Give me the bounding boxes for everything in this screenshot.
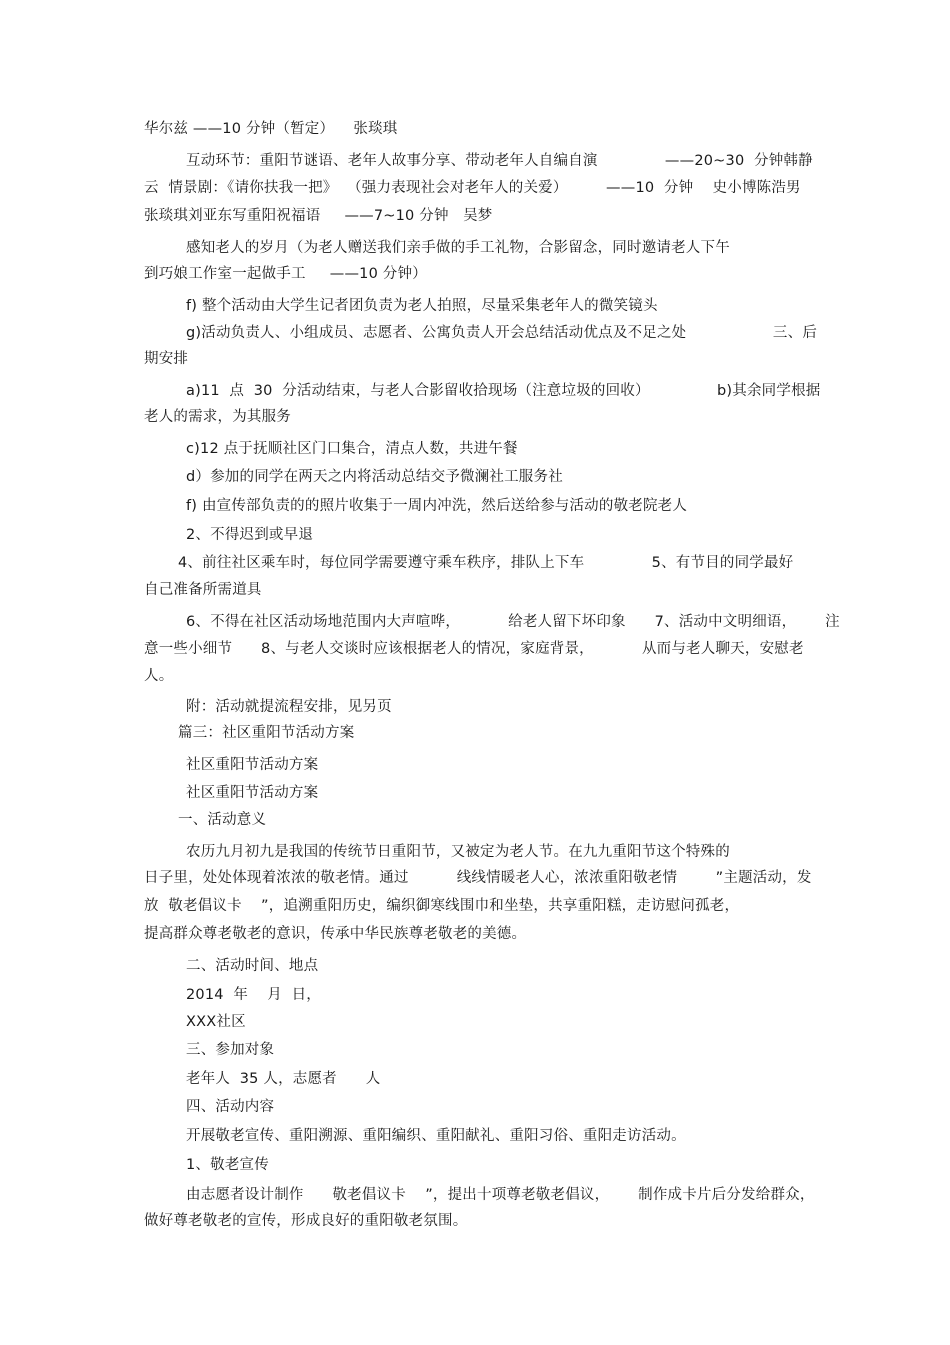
section-heading: 三、参加对象 [186,1042,275,1058]
text-line: 张琰琪刘亚东写重阳祝福语 ——7~10 分钟 吴梦 [144,208,493,224]
text-line: 4、前往社区乘车时，每位同学需要遵守乘车秩序，排队上下车 5、有节目的同学最好 [178,555,794,571]
text-line: 6、不得在社区活动场地范围内大声喧哗， 给老人留下坏印象 7、活动中文明细语， 注 [186,614,840,630]
text-line: 农历九月初九是我国的传统节日重阳节，又被定为老人节。在九九重阳节这个特殊的 [186,844,730,860]
text-line: 感知老人的岁月（为老人赠送我们亲手做的手工礼物，合影留念，同时邀请老人下午 [186,240,730,256]
text-line: 互动环节：重阳节谜语、老年人故事分享、带动老年人自编自演 ——20~30 分钟韩静 [186,153,813,169]
text-line: 自己准备所需道具 [144,582,262,598]
text-line: 云 情景剧：《请你扶我一把》 （强力表现社会对老年人的关爱） ——10 分钟 史小博陈浩男 [144,180,801,196]
text-line: 由志愿者设计制作 敬老倡议卡 ”，提出十项尊老敬老倡议， 制作成卡片后分发给群众， [186,1187,815,1203]
text-line: 社区重阳节活动方案 [186,757,319,773]
text-line: f) 由宣传部负责的的照片收集于一周内冲洗，然后送给参与活动的敬老院老人 [186,498,688,514]
text-line: a)11 点 30 分活动结束，与老人合影留收拾现场（注意垃圾的回收） b)其余同学根据 [186,383,821,399]
text-line: 放 敬老倡议卡 ”，追溯重阳历史，编织御寒线围巾和坐垫，共享重阳糕，走访慰问孤老， [144,898,740,914]
text-line: 社区重阳节活动方案 [186,785,319,801]
text-line: 意一些小细节 8、与老人交谈时应该根据老人的情况，家庭背景， 从而与老人聊天，安慰老 [144,641,804,657]
text-line: 提高群众尊老敬老的意识，传承中华民族尊老敬老的美德。 [144,926,527,942]
section-heading: 1、敬老宣传 [186,1157,269,1173]
section-heading: 四、活动内容 [186,1099,275,1115]
text-line: 老人的需求，为其服务 [144,409,291,425]
text-line: 老年人 35 人，志愿者 人 [186,1071,381,1087]
text-line: 附：活动就提流程安排，见另页 [186,699,392,715]
text-line: 做好尊老敬老的宣传，形成良好的重阳敬老氛围。 [144,1213,468,1229]
text-line: 2014 年 月 日， [186,987,321,1003]
text-line: 到巧娘工作室一起做手工 ——10 分钟） [144,266,427,282]
text-line: f) 整个活动由大学生记者团负责为老人拍照，尽量采集老年人的微笑镜头 [186,298,658,314]
text-line: XXX社区 [186,1014,246,1030]
text-line: 期安排 [144,351,189,367]
text-line: 2、不得迟到或早退 [186,527,314,543]
text-line: g)活动负责人、小组成员、志愿者、公寓负责人开会总结活动优点及不足之处 三、后 [186,325,818,341]
text-line: 华尔兹 ——10 分钟（暂定） 张琰琪 [144,121,398,137]
text-line: 日子里，处处体现着浓浓的敬老情。通过 线线情暖老人心，浓浓重阳敬老情 ”主题活动，发 [144,870,812,886]
section-heading: 二、活动时间、地点 [186,958,319,974]
text-line: 开展敬老宣传、重阳溯源、重阳编织、重阳献礼、重阳习俗、重阳走访活动。 [186,1128,686,1144]
text-line: d）参加的同学在两天之内将活动总结交予微澜社工服务社 [186,469,563,485]
text-line: 人。 [144,668,174,684]
text-line: c)12 点于抚顺社区门口集合，清点人数，共进午餐 [186,441,518,457]
section-title: 篇三：社区重阳节活动方案 [178,725,355,741]
section-heading: 一、活动意义 [178,812,267,828]
